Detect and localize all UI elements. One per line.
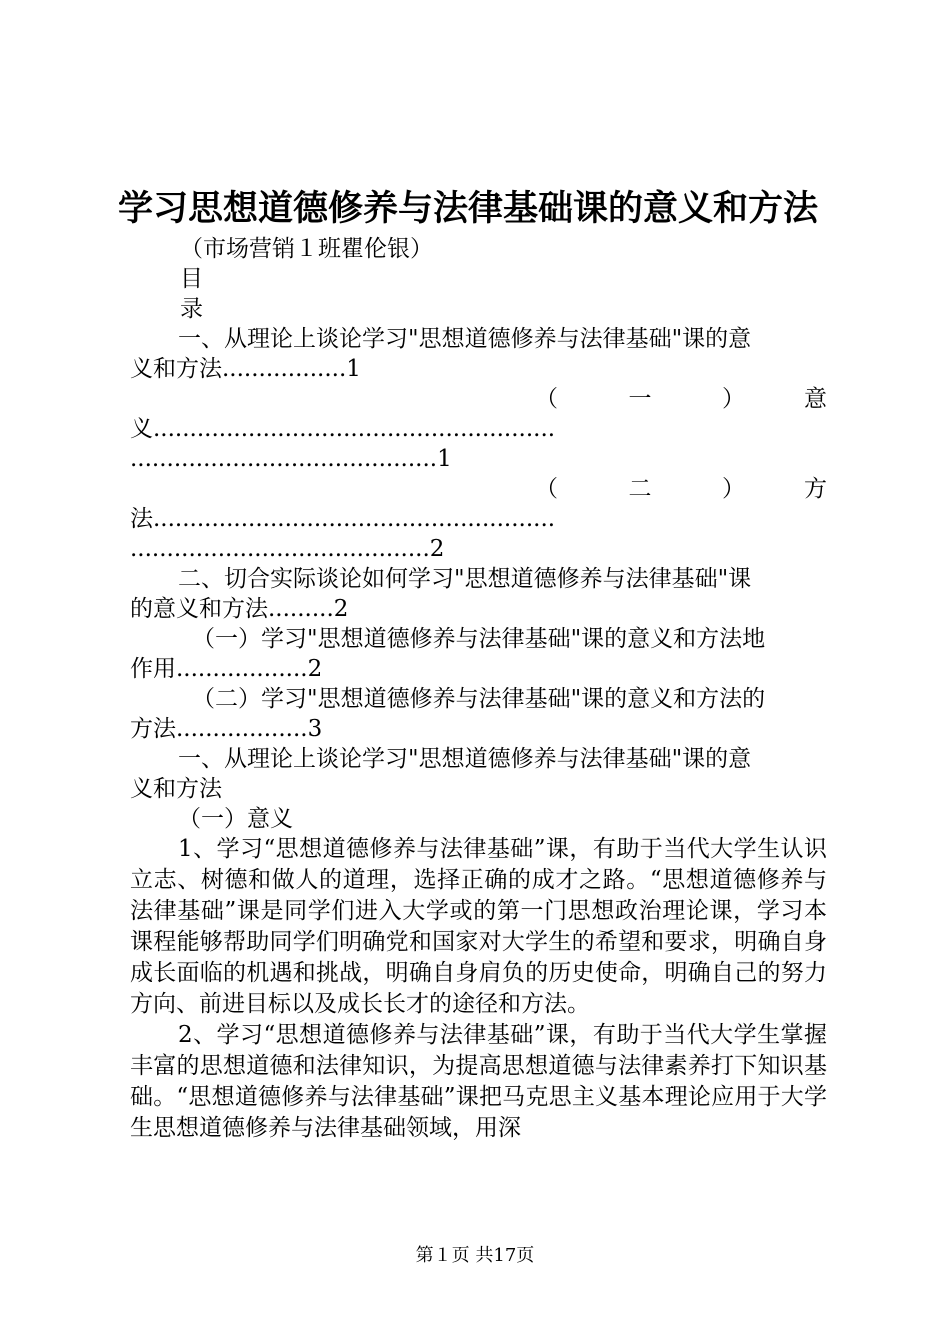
toc-sub-1c: ..........................................1 [130, 446, 452, 472]
page-footer: 第１页 共17页 [415, 1245, 535, 1266]
toc-sub-2c: .........................................2 [130, 536, 445, 562]
author-line: （市场营销１班瞿伦银） [180, 236, 433, 262]
toc-sub-4b: 方法..................3 [130, 716, 323, 742]
section-1-heading-b: 义和方法 [130, 776, 222, 802]
toc-sub-2b: 法....................................................... [130, 506, 556, 532]
paragraph-1: 1、学习“思想道德修养与法律基础”课，有助于当代大学生认识立志、树德和做人的道理，选择正确的成才之路。“思想道德修养与法律基础”课是同学们进入大学或的第一门思想政治理论课，学习本课程能够帮助同学们明确党和国家对大学生的希望和要求，明确自身成长面临的机遇和挑战，明确自身肩负的历史使命，明确自己的努力方向、前进目标以及成长长才的途径和方法。 [130, 836, 827, 1017]
toc-item-2a: 二、切合实际谈论如何学习"思想道德修养与法律基础"课 [178, 566, 752, 592]
toc-sub-1b: 义....................................................... [130, 416, 556, 442]
toc-sub-3b: 作用..................2 [130, 656, 323, 682]
toc-sub-4a: （二）学习"思想道德修养与法律基础"课的意义和方法的 [192, 686, 766, 712]
toc-heading-1: 目 [180, 266, 203, 292]
paragraph-2: 2、学习“思想道德修养与法律基础”课，有助于当代大学生掌握丰富的思想道德和法律知识，为提高思想道德与法律素养打下知识基础。“思想道德修养与法律基础”课把马克思主义基本理论应用于大学生思想道德修养与法律基础领域，用深 [130, 1022, 827, 1141]
section-1-subheading: （一）意义 [178, 806, 293, 832]
document-title: 学习思想道德修养与法律基础课的意义和方法 [118, 188, 819, 229]
section-1-heading-a: 一、从理论上谈论学习"思想道德修养与法律基础"课的意 [178, 746, 752, 772]
toc-item-1b: 义和方法.................1 [130, 356, 361, 382]
toc-sub-3a: （一）学习"思想道德修养与法律基础"课的意义和方法地 [192, 626, 766, 652]
toc-item-2b: 的意义和方法.........2 [130, 596, 349, 622]
toc-sub-1a: （ 一 ） 意 [535, 386, 827, 412]
toc-heading-2: 录 [180, 296, 203, 322]
toc-sub-2a: （ 二 ） 方 [535, 476, 827, 502]
document-body [130, 234, 827, 1144]
toc-item-1a: 一、从理论上谈论学习"思想道德修养与法律基础"课的意 [178, 326, 752, 352]
